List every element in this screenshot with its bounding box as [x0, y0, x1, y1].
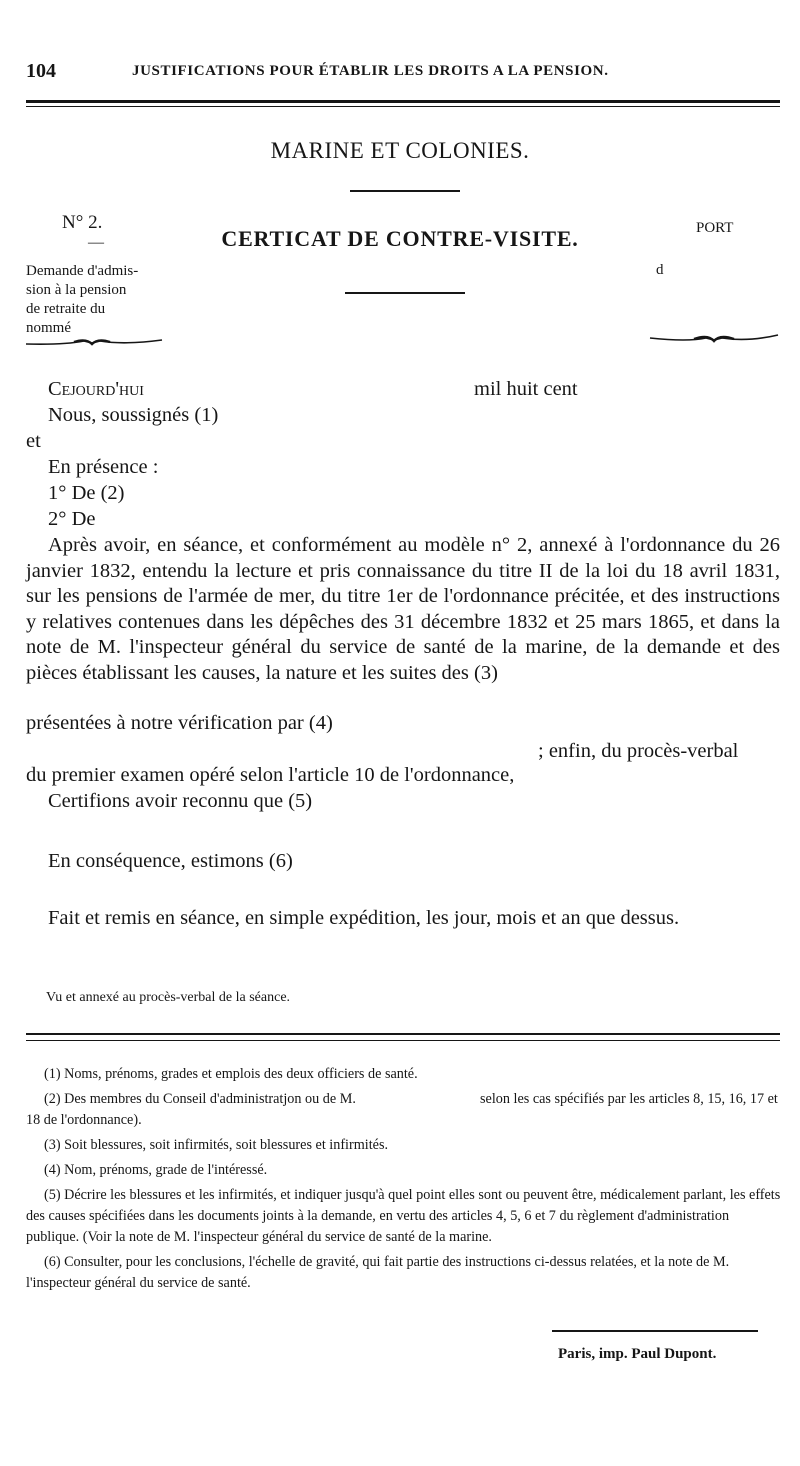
mil-huit-cent-label: mil huit cent [474, 378, 578, 400]
form-number-dash: — [88, 234, 104, 251]
left-margin-line-3: de retraite du [26, 301, 106, 317]
footnotes [26, 1064, 782, 1298]
fait-paragraph-block [26, 906, 780, 932]
fait-paragraph: Fait et remis en séance, en simple expédition, les jour, mois et an que dessus. [48, 907, 680, 929]
title-rule [350, 190, 460, 192]
footnote-rule-thin [26, 1040, 780, 1041]
right-margin-port: PORT [696, 220, 734, 236]
header-rule-thin [26, 106, 780, 107]
subtitle-rule [345, 292, 465, 294]
soussignes-line: Nous, soussignés (1) [48, 404, 219, 426]
document-subtitle: CERTICAT DE CONTRE-VISITE. [221, 226, 579, 251]
consequence-line: En conséquence, estimons (6) [48, 850, 293, 872]
running-title: JUSTIFICATIONS POUR ÉTABLIR LES DROITS A LA PENSION. [132, 63, 609, 79]
item-2-line: 2° De [48, 508, 96, 530]
footnote-4: (4) Nom, prénoms, grade de l'intéressé. [44, 1162, 268, 1178]
et-line: et [26, 430, 41, 452]
footnote-1: (1) Noms, prénoms, grades et emplois des deux officiers de santé. [44, 1066, 418, 1082]
document-title: MARINE ET COLONIES. [270, 138, 530, 163]
footnote-rule-thick [26, 1033, 780, 1035]
presentees-line: présentées à notre vérification par (4) [26, 712, 333, 734]
footnote-2: (2) Des membres du Conseil d'administratjon ou de M. selon les cas spécifiés par les articles 8, 15, 16, 17 et 18 de l'ordonnance). [26, 1091, 782, 1128]
left-margin-line-4: nommé [26, 320, 71, 336]
certifions-line: Certifions avoir reconnu que (5) [48, 790, 313, 812]
form-number: N° 2. [62, 212, 103, 233]
left-margin-line-2: sion à la pension [26, 282, 127, 298]
left-margin-line-1: Demande d'admis- [26, 263, 139, 279]
printer-rule [552, 1330, 758, 1332]
presence-line: En présence : [48, 456, 159, 478]
left-swash-ornament [24, 336, 164, 350]
enfin-line: ; enfin, du procès-verbal [538, 740, 739, 762]
premier-examen-line: du premier examen opéré selon l'article 10 de l'ordonnance, [26, 764, 515, 786]
footnote-3: (3) Soit blessures, soit infirmités, soit blessures et infirmités. [44, 1137, 389, 1153]
page-number: 104 [26, 60, 56, 82]
main-paragraph: Après avoir, en séance, et conformément au modèle n° 2, annexé à l'ordonnance du 26 janvier 1832, entendu la lecture et pris connaissance du titre II de la loi du 18 avril 1831, sur les pensions de l'armée de mer, du titre 1er de l'ordonnance précitée, et des instructions y relatives contenues dans les dépêches des 31 décembre 1832 et 25 mars 1865, et dans la note de M. l'inspecteur général du service de santé de la marine, de la demande et des pièces établissant les causes, la nature et les suites des (3) [26, 534, 780, 684]
right-swash-ornament [648, 332, 780, 346]
right-margin-letter: d [656, 262, 664, 278]
main-paragraph-block [26, 533, 780, 686]
item-1-line: 1° De (2) [48, 482, 125, 504]
vu-annexe-line: Vu et annexé au procès-verbal de la séance. [46, 990, 291, 1005]
printer-line: Paris, imp. Paul Dupont. [558, 1346, 717, 1362]
footnote-5: (5) Décrire les blessures et les infirmités, et indiquer jusqu'à quel point elles sont ou peuvent être, médicalement parlant, les effets des causes spécifiées dans les documents joints à la demande, en vertu des articles 4, 5, 6 et 7 du règlement d'administration publique. (Voir la note de M. l'inspecteur général du service de santé de la marine. [26, 1187, 781, 1245]
header-rule-thick [26, 100, 780, 103]
footnote-6: (6) Consulter, pour les conclusions, l'échelle de gravité, qui fait partie des instructions ci-dessus relatées, et la note de M. l'inspecteur général du service de santé. [26, 1254, 730, 1291]
cejourdhui-label: Cejourd'hui [48, 378, 144, 400]
